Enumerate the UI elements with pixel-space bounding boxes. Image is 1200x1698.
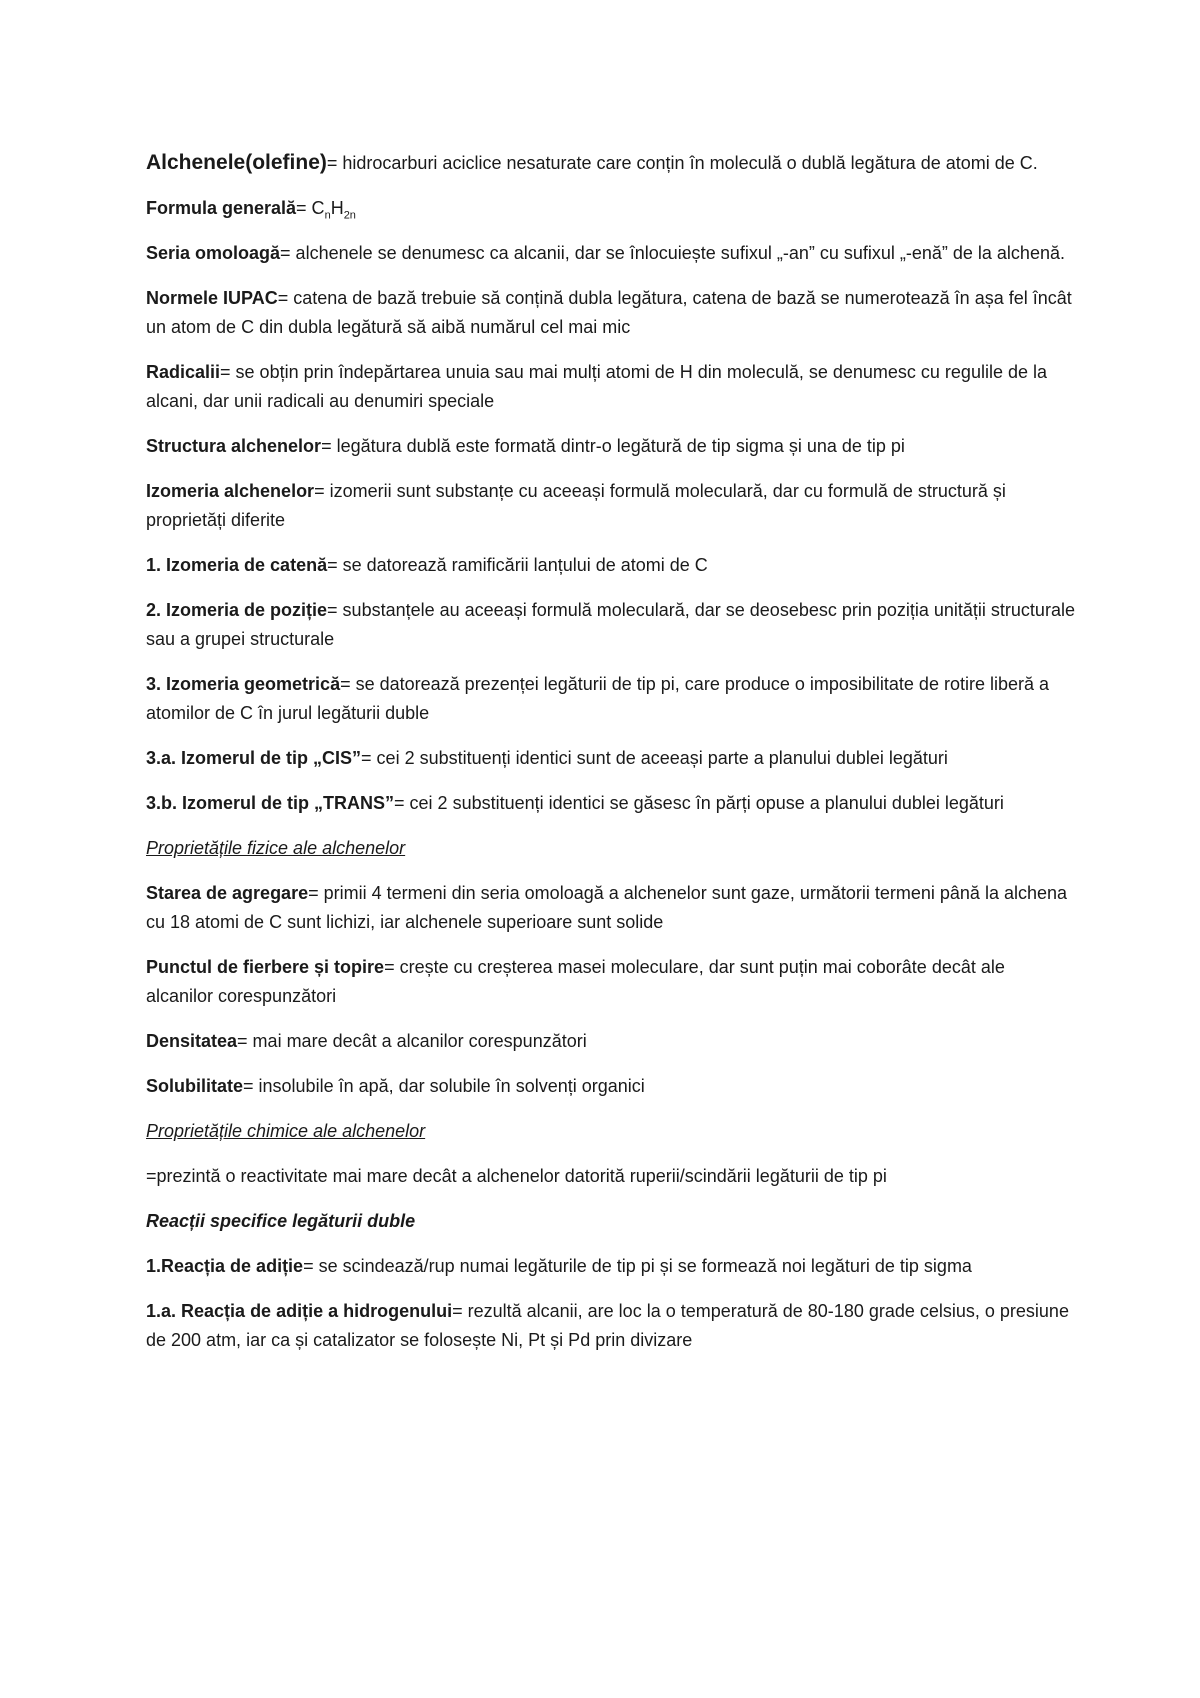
paragraph-solubilitate <box>146 1072 1076 1101</box>
text-iupac: = catena de bază trebuie să conțină dubla legătura, catena de bază se numerotează în așa fel încât un atom de C din dubla legătură să aibă numărul cel mai mic <box>146 288 1072 337</box>
term-structura: Structura alchenelor <box>146 436 322 456</box>
heading-proprietati-fizice-text: Proprietățile fizice ale alchenelor <box>146 838 406 858</box>
paragraph-aditie-hidrogen <box>146 1297 1076 1355</box>
term-reactia-aditie: 1.Reacția de adiție <box>146 1256 304 1276</box>
paragraph-izomeria-catena <box>146 551 1076 580</box>
text-starea: = primii 4 termeni din seria omoloagă a alchenelor sunt gaze, următorii termeni până la alchena cu 18 atomi de C sunt lichizi, iar alchenele superioare sunt solide <box>146 883 1068 932</box>
paragraph-seria <box>146 239 1076 268</box>
term-aditie-hidrogen: 1.a. Reacția de adiție a hidrogenului <box>146 1301 453 1321</box>
term-izomeria-catena: 1. Izomeria de catenă <box>146 555 328 575</box>
paragraph-densitatea <box>146 1027 1076 1056</box>
paragraph-starea <box>146 879 1076 937</box>
heading-reactii-specifice-text: Reacții specifice legăturii duble <box>146 1211 416 1231</box>
text-izomer-trans: = cei 2 substituenți identici se găsesc în părți opuse a planului dublei legături <box>394 793 1004 813</box>
heading-proprietati-chimice-text: Proprietățile chimice ale alchenelor <box>146 1121 426 1141</box>
formula-h: H <box>330 198 344 218</box>
text-radicalii: = se obțin prin îndepărtarea unuia sau mai mulți atomi de H din moleculă, se denumesc cu regulile de la alcani, dar unii radicali au denumiri speciale <box>146 362 1047 411</box>
text-izomer-cis: = cei 2 substituenți identici sunt de aceeași parte a planului dublei legături <box>361 748 948 768</box>
paragraph-izomer-trans <box>146 789 1076 818</box>
term-radicalii: Radicalii <box>146 362 221 382</box>
text-reactia-aditie: = se scindează/rup numai legăturile de tip pi și se formează noi legături de tip sigma <box>303 1256 972 1276</box>
text-izomeria-geometrica: = se datorează prezenței legăturii de tip pi, care produce o imposibilitate de rotire liberă a atomilor de C în jurul legăturii duble <box>146 674 1050 723</box>
formula-sub-2n: 2n <box>343 209 356 222</box>
paragraph-radicalii <box>146 358 1076 416</box>
text-solubilitate: = insolubile în apă, dar solubile în solvenți organici <box>243 1076 645 1096</box>
paragraph-structura <box>146 432 1076 461</box>
term-solubilitate: Solubilitate <box>146 1076 244 1096</box>
paragraph-izomer-cis <box>146 744 1076 773</box>
heading-proprietati-fizice <box>146 834 1076 863</box>
term-starea: Starea de agregare <box>146 883 309 903</box>
text-izomeria: = izomerii sunt substanțe cu aceeași formulă moleculară, dar cu formulă de structură și proprietăți diferite <box>146 481 1006 530</box>
document-page <box>146 148 1076 1371</box>
term-iupac: Normele IUPAC <box>146 288 278 308</box>
paragraph-iupac <box>146 284 1076 342</box>
paragraph-punctul <box>146 953 1076 1011</box>
heading-reactii-specifice <box>146 1207 1076 1236</box>
text-punctul: = crește cu creșterea masei moleculare, dar sunt puțin mai coborâte decât ale alcanilor corespunzători <box>146 957 1005 1006</box>
text-alchenele: = hidrocarburi aciclice nesaturate care conțin în moleculă o dublă legătura de atomi de C. <box>326 153 1038 173</box>
paragraph-izomeria <box>146 477 1076 535</box>
text-densitatea: = mai mare decât a alcanilor corespunzători <box>237 1031 587 1051</box>
paragraph-formula <box>146 194 1076 223</box>
term-izomeria: Izomeria alchenelor <box>146 481 315 501</box>
text-formula: = C <box>296 198 325 218</box>
text-aditie-hidrogen: = rezultă alcanii, are loc la o temperatură de 80-180 grade celsius, o presiune de 200 atm, iar ca și catalizator se folosește Ni, Pt și Pd prin divizare <box>146 1301 1069 1350</box>
heading-proprietati-chimice <box>146 1117 1076 1146</box>
term-izomeria-pozitie: 2. Izomeria de poziție <box>146 600 328 620</box>
term-seria: Seria omoloagă <box>146 243 281 263</box>
term-punctul: Punctul de fierbere și topire <box>146 957 385 977</box>
term-alchenele: Alchenele(olefine) <box>146 151 327 174</box>
paragraph-reactia-aditie <box>146 1252 1076 1281</box>
paragraph-izomeria-pozitie <box>146 596 1076 654</box>
text-structura: = legătura dublă este formată dintr-o legătură de tip sigma și una de tip pi <box>321 436 905 456</box>
text-seria: = alchenele se denumesc ca alcanii, dar se înlocuiește sufixul „-an” cu sufixul „-enă” de la alchenă. <box>280 243 1065 263</box>
term-izomeria-geometrica: 3. Izomeria geometrică <box>146 674 341 694</box>
text-reactivitate: =prezintă o reactivitate mai mare decât a alchenelor datorită ruperii/scindării legăturii de tip pi <box>146 1166 887 1186</box>
term-izomer-cis: 3.a. Izomerul de tip „CIS” <box>146 748 362 768</box>
paragraph-reactivitate <box>146 1162 1076 1191</box>
term-izomer-trans: 3.b. Izomerul de tip „TRANS” <box>146 793 395 813</box>
paragraph-izomeria-geometrica <box>146 670 1076 728</box>
text-izomeria-catena: = se datorează ramificării lanțului de atomi de C <box>327 555 708 575</box>
text-izomeria-pozitie: = substanțele au aceeași formulă moleculară, dar se deosebesc prin poziția unității structurale sau a grupei structurale <box>146 600 1075 649</box>
formula-sub-n: n <box>324 209 331 222</box>
term-densitatea: Densitatea <box>146 1031 238 1051</box>
paragraph-definition <box>146 148 1076 178</box>
term-formula: Formula generală <box>146 198 297 218</box>
